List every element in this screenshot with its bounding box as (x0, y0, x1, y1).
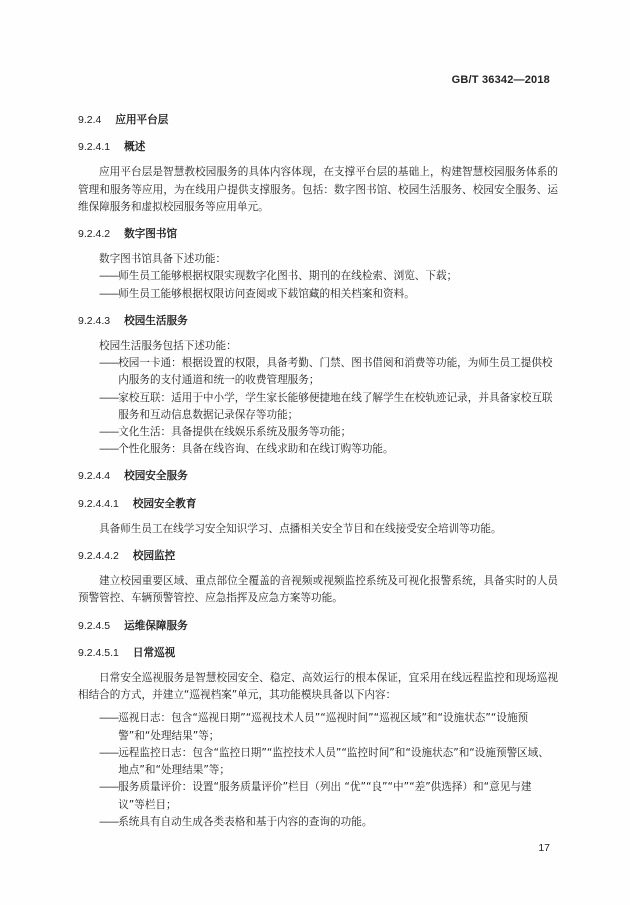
dash-marker: —— (99, 781, 119, 794)
list-item-text: 巡视日志：包含“巡视日期”“巡视技术人员”“巡视时间”“巡视区域”和“设施状态”“设施预警”和“处理结果”等； (118, 712, 529, 742)
list-item (78, 745, 558, 779)
section-title: 日常巡视 (132, 646, 176, 659)
list-item (78, 441, 558, 458)
section-heading (78, 496, 558, 513)
paragraph: 应用平台层是智慧教校园服务的具体内容体现，在支撑平台层的基础上，构建智慧校园服务体系的管理和服务等应用，为在线用户提供支撑服务。包括：数字图书馆、校园生活服务、校园安全服务、运维保障服务和虚拟校园服务等应用单元。 (78, 166, 558, 213)
list-item-text: 师生员工能够根据权限访问查阅或下载馆藏的相关档案和资料。 (118, 287, 415, 300)
section-title: 校园监控 (132, 550, 176, 563)
section-heading (78, 468, 558, 485)
section-heading (78, 139, 558, 156)
section-heading (78, 313, 558, 330)
section-heading (78, 645, 558, 662)
list-item-text: 校园一卡通：根据设置的权限，具备考勤、门禁、图书借阅和消费等功能，为师生员工提供校内服务的支付通道和统一的收费管理服务； (118, 357, 553, 387)
dash-marker: —— (99, 270, 119, 283)
section-title: 运维保障服务 (124, 619, 188, 632)
dash-marker: —— (99, 357, 119, 370)
list-item (78, 355, 558, 389)
dash-marker: —— (99, 287, 119, 300)
paragraph: 日常安全巡视服务是智慧校园安全、稳定、高效运行的根本保证，宜采用在线远程监控和现场巡视相结合的方式，并建立“巡视档案”单元，其功能模块具备以下内容： (78, 672, 558, 702)
list-item (78, 268, 558, 285)
section-title: 校园安全服务 (124, 470, 188, 483)
list-item-text: 家校互联：适用于中小学，学生家长能够便捷地在线了解学生在校轨迹记录，并具备家校互联服务和互动信息数据记录保存等功能； (118, 391, 553, 421)
dash-marker: —— (99, 426, 119, 439)
section-number: 9.2.4.5.1 (78, 646, 119, 659)
dash-marker: —— (99, 391, 119, 404)
dash-marker: —— (99, 443, 119, 456)
section-heading (78, 548, 558, 565)
list-intro: 数字图书馆具备下述功能： (99, 253, 227, 266)
section-title: 数字图书馆 (124, 228, 178, 241)
section-title: 概述 (124, 141, 146, 154)
dash-marker: —— (99, 815, 119, 828)
section-title: 校园生活服务 (124, 314, 188, 327)
dash-marker: —— (99, 712, 119, 725)
list-item (78, 814, 558, 831)
standard-number: GB/T 36342—2018 (451, 74, 550, 86)
section-title: 应用平台层 (115, 114, 169, 126)
list-item (78, 710, 558, 744)
section-title: 校园安全教育 (132, 497, 197, 510)
section-number: 9.2.4.2 (78, 228, 111, 241)
list-item-text: 师生员工能够根据权限实现数字化图书、期刊的在线检索、浏览、下载； (118, 270, 458, 283)
section-heading (78, 112, 558, 129)
section-number: 9.2.4.3 (78, 314, 111, 327)
section-number: 9.2.4.1 (78, 141, 111, 154)
list-item (78, 390, 558, 424)
section-number: 9.2.4.5 (78, 619, 111, 632)
list-item (78, 424, 558, 441)
page-number: 17 (538, 842, 550, 854)
bullet-list (78, 710, 558, 830)
paragraph: 具备师生员工在线学习安全知识学习、点播相关安全节目和在线接受安全培训等功能。 (99, 522, 502, 535)
list-item-text: 系统具有自动生成各类表格和基于内容的查询的功能。 (118, 815, 373, 828)
list-item (78, 779, 558, 813)
paragraph: 建立校园重要区域、重点部位全覆盖的音视频或视频监控系统及可视化报警系统，具备实时的人员预警管控、车辆预警管控、应急指挥及应急方案等功能。 (78, 575, 558, 605)
section-number: 9.2.4 (78, 114, 102, 126)
list-item-text: 个性化服务：具备在线咨询、在线求助和在线订购等功能。 (118, 443, 394, 456)
document-body (78, 112, 558, 835)
section-number: 9.2.4.4 (78, 470, 111, 483)
section-number: 9.2.4.4.1 (78, 497, 119, 510)
section-number: 9.2.4.4.2 (78, 550, 119, 563)
list-item-text: 文化生活：具备提供在线娱乐系统及服务等功能； (118, 426, 352, 439)
list-intro: 校园生活服务包括下述功能： (99, 340, 237, 353)
dash-marker: —— (99, 746, 119, 759)
list-item-text: 服务质量评价：设置“服务质量评价”栏目（列出 “优”“良”“中”“差”供选择）和“意见与建议”等栏目； (118, 781, 532, 811)
list-item-text: 远程监控日志：包含“监控日期”“监控技术人员”“监控时间”和“设施状态”和“设施预警区域、地点”和“处理结果”等； (118, 746, 549, 777)
bullet-list (78, 355, 558, 458)
section-heading (78, 618, 558, 635)
section-heading (78, 226, 558, 243)
list-item (78, 286, 558, 303)
bullet-list (78, 268, 558, 302)
